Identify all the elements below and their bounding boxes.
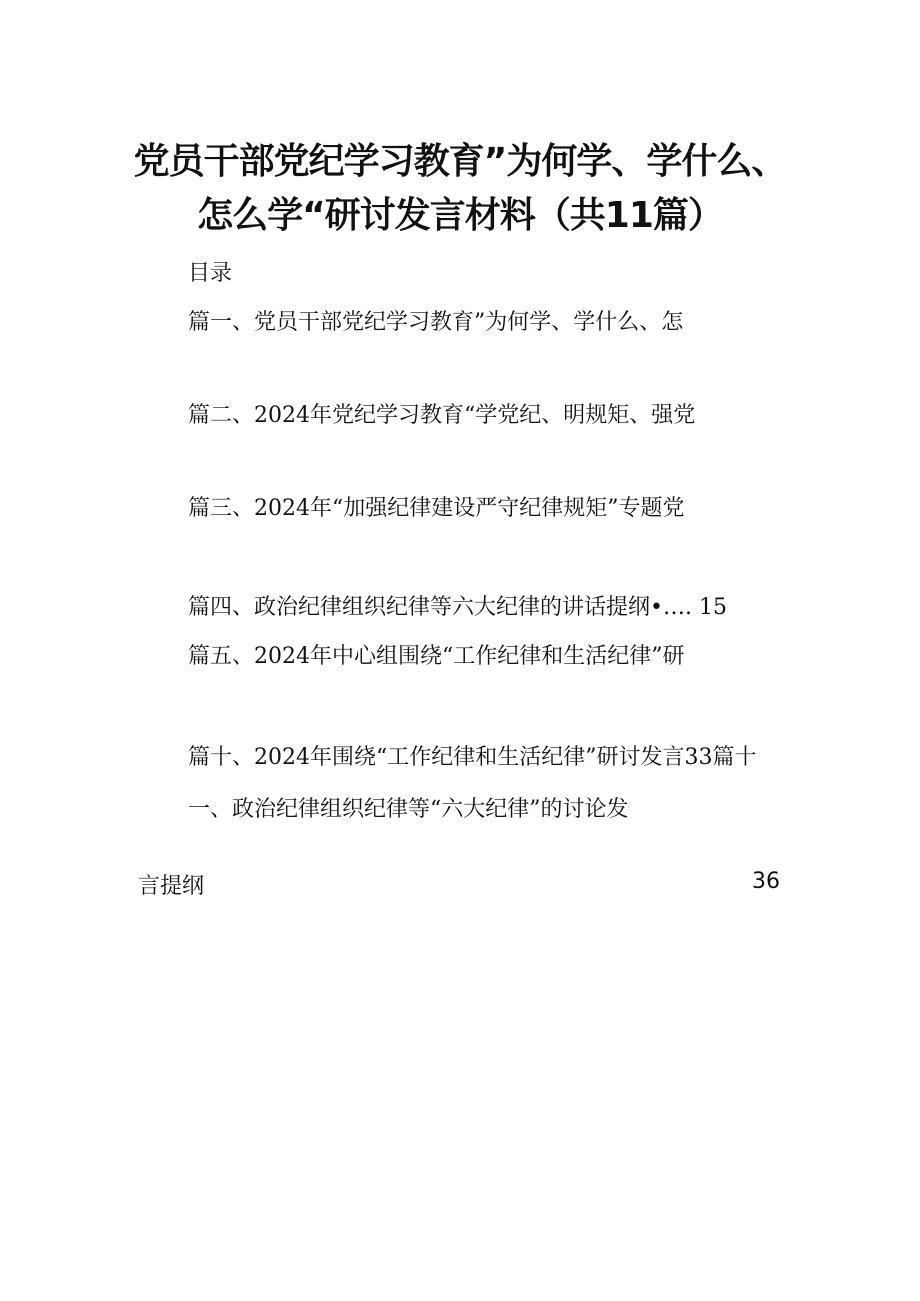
toc-page-number: 36 — [752, 869, 780, 894]
toc-entry[interactable]: 篇十、2024年围绕“工作纪律和生活纪律”研讨发言33篇十 — [188, 745, 757, 770]
toc-entry-continued[interactable]: 一、政治纪律组织纪律等“六大纪律”的讨论发 — [188, 797, 629, 822]
toc-entry[interactable]: 篇二、2024年党纪学习教育“学党纪、明规矩、强党 — [188, 403, 696, 428]
document-title-line-1: 党员干部党纪学习教育”为何学、学什么、 — [133, 141, 787, 182]
toc-heading: 目录 — [188, 261, 233, 286]
toc-entry[interactable]: 篇三、2024年“加强纪律建设严守纪律规矩”专题党 — [188, 496, 685, 521]
toc-entry[interactable]: 篇一、党员干部党纪学习教育”为何学、学什么、怎 — [188, 310, 684, 335]
toc-entry-continued[interactable]: 言提纲 — [138, 874, 205, 899]
toc-entry[interactable]: 篇四、政治纪律组织纪律等六大纪律的讲话提纲•…. 15 — [188, 595, 727, 620]
document-title-line-2: 怎么学“研讨发言材料（共11篇） — [197, 195, 723, 236]
toc-entry[interactable]: 篇五、2024年中心组围绕“工作纪律和生活纪律”研 — [188, 644, 685, 669]
